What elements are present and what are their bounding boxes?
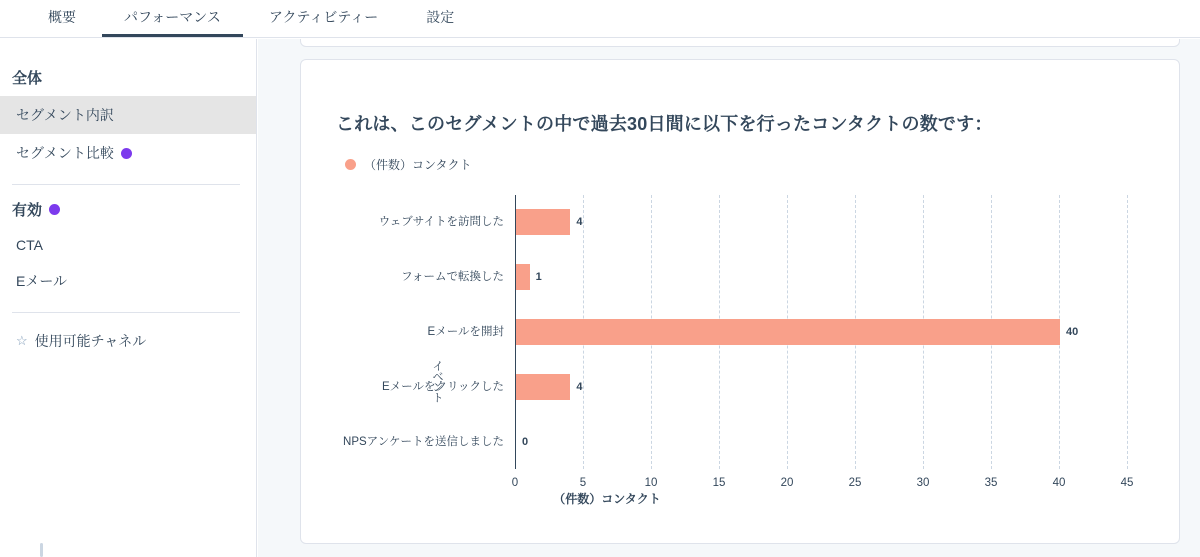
bar[interactable] bbox=[516, 319, 1060, 345]
sidebar-item-label: セグメント比較 bbox=[16, 145, 114, 161]
bar[interactable] bbox=[516, 374, 570, 400]
purple-dot-icon bbox=[49, 204, 60, 215]
x-axis-title: （件数）コンタクト bbox=[553, 492, 661, 506]
sidebar-section-overall bbox=[0, 57, 256, 96]
sparkle-icon: ☆ bbox=[16, 333, 28, 348]
tab-settings[interactable]: 設定 bbox=[426, 8, 455, 25]
category-label: Eメールをクリックした bbox=[382, 380, 504, 393]
purple-dot-icon bbox=[121, 148, 132, 159]
x-tick-label: 20 bbox=[780, 477, 794, 489]
sidebar-section-active-label: 有効 bbox=[12, 202, 43, 219]
sidebar-item-label: CTA bbox=[16, 237, 43, 253]
bar-chart bbox=[301, 185, 1181, 535]
y-axis-title: イベント bbox=[431, 360, 443, 402]
tab-performance[interactable]: パフォーマンス bbox=[102, 0, 243, 37]
x-tick-label: 45 bbox=[1120, 477, 1134, 489]
sidebar-item-label: セグメント内訳 bbox=[16, 107, 114, 123]
sidebar-item-label: Eメール bbox=[16, 273, 68, 289]
sidebar-section-overall-label: 全体 bbox=[12, 70, 43, 87]
x-tick-label: 15 bbox=[712, 477, 726, 489]
legend-swatch-icon bbox=[345, 159, 356, 170]
main-content bbox=[258, 39, 1200, 557]
sidebar-item-segment-comparison[interactable] bbox=[0, 134, 256, 172]
x-tick-label: 30 bbox=[916, 477, 930, 489]
tab-bar bbox=[0, 0, 1200, 38]
bar-value-label: 4 bbox=[576, 380, 583, 393]
bar[interactable] bbox=[516, 209, 570, 235]
card-above bbox=[300, 39, 1180, 47]
x-tick-label: 25 bbox=[848, 477, 862, 489]
sidebar-item-email[interactable] bbox=[0, 262, 256, 300]
x-tick-label: 5 bbox=[579, 477, 587, 489]
chart-title: これは、このセグメントの中で過去30日間に以下を行ったコンタクトの数です： bbox=[336, 114, 993, 134]
bar-value-label: 40 bbox=[1066, 326, 1079, 338]
tab-activity[interactable]: アクティビティー bbox=[268, 8, 379, 25]
x-tick-label: 0 bbox=[511, 477, 519, 489]
sidebar bbox=[0, 39, 257, 557]
bar[interactable] bbox=[516, 264, 530, 290]
sidebar-item-label: 使用可能チャネル bbox=[34, 333, 147, 349]
sidebar-divider-2 bbox=[12, 312, 240, 313]
bar-value-label: 0 bbox=[522, 435, 529, 448]
bar-value-label: 1 bbox=[535, 271, 542, 284]
scrollbar-thumb[interactable] bbox=[40, 543, 43, 557]
chart-legend[interactable] bbox=[345, 156, 472, 173]
gridline bbox=[1127, 195, 1128, 469]
category-label: NPSアンケートを送信しました bbox=[343, 435, 504, 448]
bar-value-label: 4 bbox=[576, 216, 583, 229]
x-tick-label: 40 bbox=[1052, 477, 1066, 489]
category-label: フォームで転換した bbox=[401, 271, 504, 284]
tab-overview[interactable]: 概要 bbox=[48, 8, 76, 25]
x-tick-label: 10 bbox=[644, 477, 658, 489]
sidebar-divider-1 bbox=[12, 184, 240, 185]
category-label: Eメールを開封 bbox=[427, 326, 504, 338]
x-tick-label: 35 bbox=[984, 477, 998, 489]
sidebar-section-active bbox=[0, 189, 256, 228]
sidebar-item-cta[interactable] bbox=[0, 228, 256, 262]
sidebar-item-available-channels[interactable] bbox=[0, 317, 256, 360]
sidebar-item-segment-breakdown[interactable] bbox=[0, 96, 256, 134]
chart-card bbox=[300, 59, 1180, 544]
legend-label: （件数）コンタクト bbox=[364, 158, 472, 172]
category-label: ウェブサイトを訪問した bbox=[378, 216, 504, 229]
